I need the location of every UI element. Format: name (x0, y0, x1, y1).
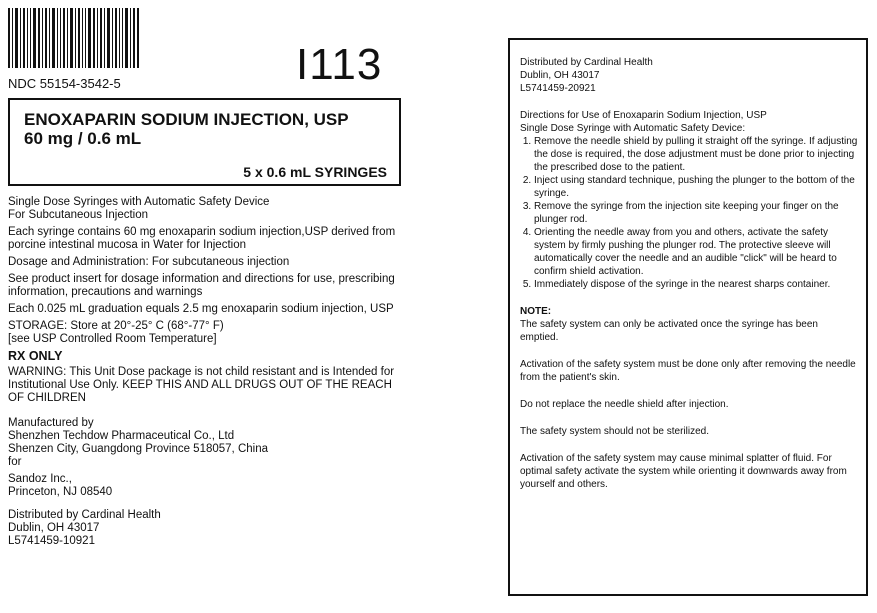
storage-line1: STORAGE: Store at 20°-25° C (68°-77° F) (8, 320, 224, 332)
barcode (8, 8, 148, 68)
dosage-admin: Dosage and Administration: For subcutaneous injection (8, 256, 290, 268)
note-3: Do not replace the needle shield after injection. (520, 399, 729, 410)
r-dist-line2: Dublin, OH 43017 (520, 70, 600, 81)
directions-box (508, 38, 868, 596)
step-item: 1. Remove the needle shield by pulling it straight off the syringe. If adjusting the dose is required, the dose adjustment must be done prior to injecting the prescribed dose to the patient. (534, 135, 858, 174)
storage-line2: [see USP Controlled Room Temperature] (8, 333, 217, 345)
step-item: 5. Immediately dispose of the syringe in the nearest sharps container. (534, 278, 858, 291)
mfg-line1: Manufactured by (8, 417, 94, 429)
note-5: Activation of the safety system may cause minimal splatter of fluid. For optimal safety activate the system while orienting it downwards away from yourself and others. (520, 453, 847, 490)
graduation-note: Each 0.025 mL graduation equals 2.5 mg enoxaparin sodium injection, USP (8, 303, 394, 315)
mfg-line3: Shenzen City, Guangdong Province 518057, China (8, 443, 268, 455)
directions-text (520, 56, 858, 491)
directions-subtitle: Single Dose Syringe with Automatic Safety Device: (520, 123, 746, 134)
mfg-line5: Sandoz Inc., (8, 473, 72, 485)
route: For Subcutaneous Injection (8, 209, 149, 221)
lot-code: I113 (296, 40, 383, 89)
product-strength: 60 mg / 0.6 mL (24, 129, 142, 148)
ndc-number: NDC 55154-3542-5 (8, 76, 121, 91)
mfg-line4: for (8, 456, 22, 468)
mfg-line2: Shenzhen Techdow Pharmaceutical Co., Ltd (8, 430, 235, 442)
step-item: 3. Remove the syringe from the injection site keeping your finger on the plunger rod. (534, 200, 858, 226)
product-name: ENOXAPARIN SODIUM INJECTION, USP (24, 110, 349, 129)
note-title: NOTE: (520, 306, 552, 317)
dist-line3: L5741459-10921 (8, 535, 95, 547)
directions-title: Directions for Use of Enoxaparin Sodium Injection, USP (520, 110, 767, 121)
directions-steps (520, 135, 858, 291)
rx-only: RX ONLY (8, 349, 63, 363)
insert-note: See product insert for dosage information and directions for use, prescribing information, precautions and warnings (8, 273, 395, 298)
composition: Each syringe contains 60 mg enoxaparin sodium injection,USP derived from porcine intestinal mucosa in Water for Injection (8, 226, 396, 251)
product-title (24, 110, 349, 148)
product-box (8, 98, 401, 186)
warning: WARNING: This Unit Dose package is not child resistant and is Intended for Institutional Use Only. KEEP THIS AND ALL DRUGS OUT OF THE REACH OF CHILDREN (8, 366, 395, 404)
note-4: The safety system should not be sterilized. (520, 426, 709, 437)
package-size: 5 x 0.6 mL SYRINGES (243, 164, 387, 180)
r-dist-line1: Distributed by Cardinal Health (520, 57, 653, 68)
note-1: The safety system can only be activated once the syringe has been emptied. (520, 319, 818, 343)
dosage-form: Single Dose Syringes with Automatic Safety Device (8, 196, 270, 208)
r-dist-line3: L5741459-20921 (520, 83, 596, 94)
note-2: Activation of the safety system must be done only after removing the needle from the patient's skin. (520, 359, 856, 383)
step-item: 4. Orienting the needle away from you and others, activate the safety system by firmly pushing the plunger rod. The protective sleeve will automatically cover the needle and an audible "click" will be heard to confirm shield activation. (534, 226, 858, 278)
step-item: 2. Inject using standard technique, pushing the plunger to the bottom of the syringe. (534, 174, 858, 200)
dist-line1: Distributed by Cardinal Health (8, 509, 161, 521)
left-panel-text (8, 196, 408, 548)
dist-line2: Dublin, OH 43017 (8, 522, 100, 534)
mfg-line6: Princeton, NJ 08540 (8, 486, 113, 498)
